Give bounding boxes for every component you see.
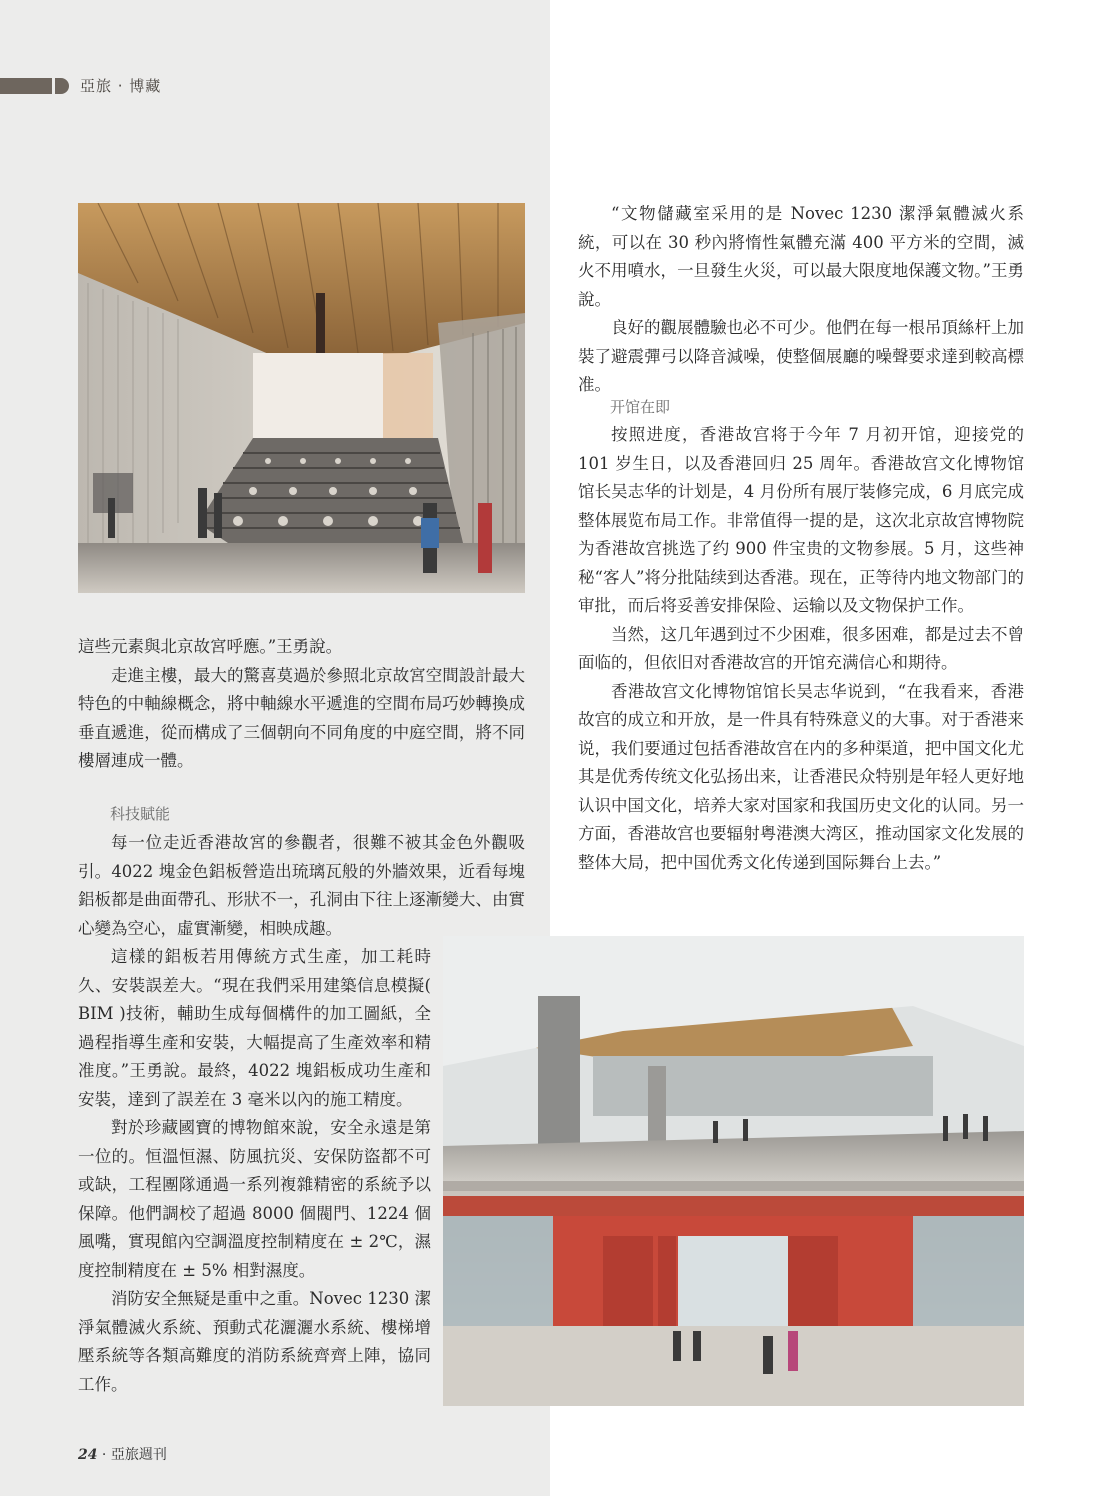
paragraph: 對於珍藏國寶的博物館來說，安全永遠是第一位的。恒溫恒濕、防風抗災、安保防盜都不可或缺，工程團隊通過一系列複雜精密的系統予以保障。他們調校了超過 8000 個閥門、1224 個風嘴，實現館內空調溫度控制精度在 ± 2℃，濕度控制精度在 ± 5% 相對濕度。 — [78, 1118, 431, 1280]
atrium-staircase-image — [78, 203, 525, 593]
paragraph: 当然，这几年遇到过不少困难，很多困难，都是过去不曾面临的，但依旧对香港故宫的开馆充满信心和期待。 — [578, 624, 1024, 672]
left-column-narrow — [78, 943, 431, 1399]
paragraph: 按照进度，香港故宫将于今年 7 月初开馆，迎接党的 101 岁生日，以及香港回归 25 周年。香港故宫文化博物馆馆长吴志华的计划是，4 月份所有展厅装修完成，6 月底完成整体展览布局工作。非常值得一提的是，这次北京故宫博物院为香港故宫挑选了约 900 件宝贵的文物参展。5 月，这些神秘“客人”将分批陆续到达香港。现在，正等待内地文物部门的审批，而后将妥善安排保险、运输以及文物保护工作。 — [578, 425, 1024, 615]
paragraph: 良好的觀展體驗也必不可少。他們在每一根吊頂絲杆上加裝了避震彈弓以降音減噪，使整個展廳的噪聲要求達到較高標准。 — [578, 318, 1024, 394]
right-column-top — [578, 200, 1024, 400]
paragraph: 消防安全無疑是重中之重。Novec 1230 潔淨氣體滅火系統、預動式花灑灑水系統、樓梯增壓系統等各類高難度的消防系統齊齊上陣，協同工作。 — [78, 1289, 431, 1394]
magazine-name: 亞旅週刊 — [110, 1447, 167, 1463]
left-column-tech — [78, 829, 525, 943]
footer-separator: · — [97, 1447, 111, 1463]
paragraph: 這樣的鋁板若用傳統方式生產，加工耗時久、安裝誤差大。“現在我們采用建築信息模擬( BIM )技術，輔助生成每個構件的加工圖紙，全過程指導生產和安裝，大幅提高了生產效率和精准度。”王勇說。最終，4022 塊鋁板成功生產和安裝，達到了誤差在 3 毫米以內的施工精度。 — [78, 947, 431, 1109]
entrance-hall-image — [443, 936, 1024, 1406]
paragraph: “文物儲藏室采用的是 Novec 1230 潔淨氣體滅火系統，可以在 30 秒內將惰性氣體充滿 400 平方米的空間，滅火不用噴水，一旦發生火災，可以最大限度地保護文物。”王勇說。 — [578, 204, 1024, 309]
paragraph: 這些元素與北京故宮呼應。”王勇說。 — [78, 637, 343, 656]
subheading-tech: 科技賦能 — [110, 805, 171, 823]
left-column-top — [78, 633, 525, 776]
section-marker-bar — [0, 78, 52, 94]
paragraph: 走進主樓，最大的驚喜莫過於參照北京故宮空間設計最大特色的中軸線概念，將中軸線水平遞進的空間布局巧妙轉換成垂直遞進，從而構成了三個朝向不同角度的中庭空間，將不同樓層連成一體。 — [78, 665, 525, 770]
right-column-opening — [578, 421, 1024, 877]
subheading-opening: 开馆在即 — [610, 398, 671, 416]
page-number: 24 — [78, 1447, 98, 1463]
paragraph: 香港故宫文化博物馆馆长吴志华说到，“在我看来，香港故宫的成立和开放，是一件具有特殊意义的大事。对于香港来说，我们要通过包括香港故宫在内的多种渠道，把中国文化尤其是优秀传统文化弘扬出来，让香港民众特别是年轻人更好地认识中国文化，培养大家对国家和我国历史文化的认同。另一方面，香港故宫也要辐射粤港澳大湾区，推动国家文化发展的整体大局，把中国优秀文化传递到国际舞台上去。” — [578, 681, 1024, 872]
page-footer — [78, 1444, 167, 1464]
section-title: 亞旅 · 博藏 — [80, 77, 162, 95]
paragraph: 每一位走近香港故宮的參觀者，很難不被其金色外觀吸引。4022 塊金色鋁板營造出琉璃瓦般的外牆效果，近看每塊鋁板都是曲面帶孔、形狀不一，孔洞由下往上逐漸變大、由實心變為空心，虛實漸變，相映成趣。 — [78, 833, 525, 938]
